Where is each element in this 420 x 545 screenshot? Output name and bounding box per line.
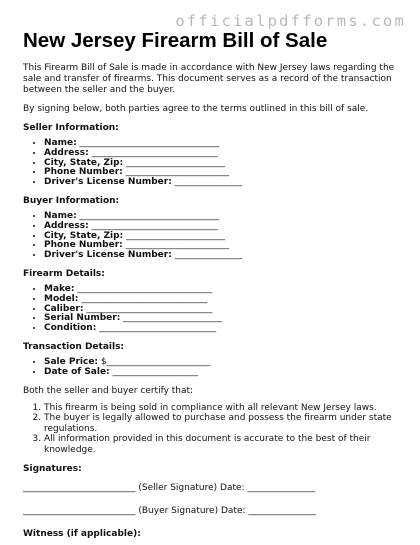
firearm-field-list — [23, 285, 408, 334]
field-blank: $_______________________ — [98, 356, 211, 367]
field-label: City, State, Zip: — [44, 230, 124, 241]
field-blank: ______________________ — [123, 157, 226, 168]
signatures-heading: Signatures: — [23, 464, 82, 475]
field-label: Model: — [44, 293, 79, 304]
document-title: New Jersey Firearm Bill of Sale — [23, 29, 328, 52]
field-label: Address: — [44, 220, 89, 231]
field-label: Address: — [44, 147, 89, 158]
field-blank: _______________ — [171, 250, 243, 261]
field-label: Caliber: — [44, 303, 84, 314]
field-label: Condition: — [44, 323, 97, 334]
field-blank: ______________________________ — [74, 283, 213, 294]
certify-item: 3. All information provided in this document is accurate to the best of their knowledge. — [44, 434, 408, 455]
field-label: Driver's License Number: — [44, 177, 172, 188]
field-label: Date of Sale: — [44, 366, 110, 377]
field-label: Name: — [44, 138, 77, 148]
certify-list — [23, 403, 408, 456]
field-blank: __________________________ — [96, 323, 217, 334]
field-label: Driver's License Number: — [44, 250, 172, 261]
field-blank: ____________________________ — [88, 147, 218, 158]
intro-paragraph: This Firearm Bill of Sale is made in accordance with New Jersey laws regarding the sale and transfer of firearms. This document serves as a record of the transaction between the seller and the buyer. — [23, 63, 395, 95]
date-of-sale-field[interactable] — [44, 368, 408, 378]
agreement-paragraph: By signing below, both parties agree to the terms outlined in this bill of sale. — [23, 104, 369, 114]
field-label: City, State, Zip: — [44, 157, 124, 168]
field-blank: ____________________________ — [83, 303, 213, 314]
field-label: Phone Number: — [44, 167, 123, 178]
field-blank: ___________________ — [109, 366, 199, 377]
buyer-field-list — [23, 212, 408, 261]
field-blank: ______________________ — [123, 230, 226, 241]
buyer-signature-line[interactable]: _________________________ (Buyer Signature) Date: _______________ — [23, 506, 316, 517]
certify-lead: Both the seller and buyer certify that: — [23, 385, 194, 396]
field-blank: ____________________________ — [88, 220, 218, 231]
field-blank: ____________________________ — [78, 293, 208, 304]
field-blank: _______________________ — [122, 167, 230, 178]
field-label: Serial Number: — [44, 313, 121, 324]
field-label: Sale Price: — [44, 356, 99, 367]
transaction-heading: Transaction Details: — [23, 341, 125, 352]
site-watermark: officialpdfforms.com — [175, 12, 406, 30]
seller-heading: Seller Information: — [23, 123, 119, 133]
seller-signature-line[interactable]: _________________________ (Seller Signature) Date: _______________ — [23, 483, 315, 494]
certify-item: 2. The buyer is legally allowed to purchase and possess the firearm under state regulations. — [44, 413, 408, 434]
field-blank: _______________________ — [122, 240, 230, 251]
buyer-heading: Buyer Information: — [23, 195, 120, 206]
field-label: Make: — [44, 283, 75, 294]
field-blank: _______________ — [171, 177, 243, 188]
certify-item: 1. This firearm is being sold in compliance with all relevant New Jersey laws. — [44, 403, 408, 414]
bill-of-sale-document — [23, 29, 408, 545]
firearm-heading: Firearm Details: — [23, 268, 105, 279]
field-blank: ______________________ — [120, 313, 223, 324]
field-blank: _______________________________ — [76, 210, 220, 221]
field-label: Name: — [44, 210, 77, 221]
field-label: Phone Number: — [44, 240, 123, 251]
transaction-field-list — [23, 358, 408, 378]
seller-license-field[interactable] — [44, 178, 408, 188]
buyer-license-field[interactable] — [44, 251, 408, 261]
witness-heading: Witness (if applicable): — [23, 529, 141, 540]
seller-field-list — [23, 139, 408, 188]
field-blank: _______________________________ — [76, 138, 220, 148]
firearm-condition-field[interactable] — [44, 324, 408, 334]
